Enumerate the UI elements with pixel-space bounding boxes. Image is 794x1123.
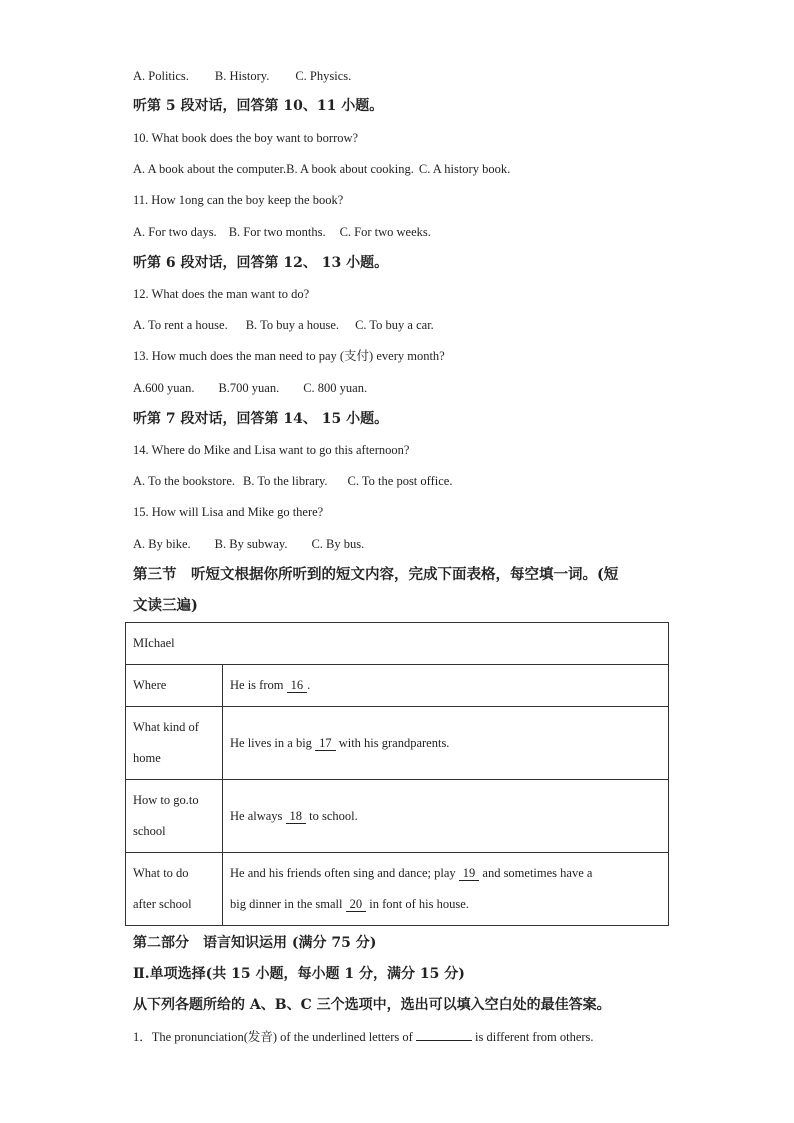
answer-blank[interactable]: 19: [459, 867, 480, 881]
question-14: 14. Where do Mike and Lisa want to go this afternoon?: [133, 443, 410, 457]
q10-options: [133, 161, 510, 177]
section6-heading: 听第 6 段对话，回答第 12、 13 小题。: [133, 255, 389, 271]
q14-option-b: B. To the library.: [243, 474, 328, 488]
row-content: He always 18 to school.: [223, 780, 669, 853]
row-label: Where: [126, 665, 223, 707]
section3-heading-line2: 文读三遍): [133, 597, 198, 614]
q13-option-b: B.700 yuan.: [218, 381, 280, 395]
q10-option-a: A. A book about the computer.: [133, 162, 287, 176]
q12-option-a: A. To rent a house.: [133, 318, 228, 332]
q12-option-b: B. To buy a house.: [245, 318, 340, 332]
q15-option-a: A. By bike.: [133, 537, 191, 551]
question-10: 10. What book does the boy want to borrow?: [133, 131, 359, 145]
q12-options: [133, 317, 434, 333]
q15-option-b: B. By subway.: [214, 537, 288, 551]
part2-question-1: 1．The pronunciation(发音) of the underlined letters of is different from others.: [133, 1030, 594, 1044]
answer-blank[interactable]: 16: [287, 679, 308, 693]
table-row: [126, 665, 669, 707]
q14-options: [133, 473, 452, 489]
table-row: [126, 707, 669, 780]
q10-option-c: C. A history book.: [418, 162, 511, 176]
q9-options: [133, 68, 351, 84]
question-11: 11. How 1ong can the boy keep the book?: [133, 193, 344, 207]
q9-option-a: A. Politics.: [133, 69, 189, 83]
q9-option-b: B. History.: [214, 69, 270, 83]
q13-option-a: A.600 yuan.: [133, 381, 195, 395]
answer-blank[interactable]: 20: [346, 898, 367, 912]
q10-option-b: B. A book about cooking.: [286, 162, 414, 176]
table-row: [126, 780, 669, 853]
question-12: 12. What does the man want to do?: [133, 287, 310, 301]
info-table: [125, 622, 669, 926]
q15-option-c: C. By bus.: [311, 537, 365, 551]
row-content: He and his friends often sing and dance; play 19 and sometimes have a big dinner in the small 20 in font of his house.: [223, 853, 669, 926]
question-15: 15. How will Lisa and Mike go there?: [133, 505, 324, 519]
q13-option-c: C. 800 yuan.: [303, 381, 368, 395]
q11-option-b: B. For two months.: [228, 225, 326, 239]
row-content: He lives in a big 17 with his grandparents.: [223, 707, 669, 780]
part2-instruction: 从下列各题所给的 A、B、C 三个选项中，选出可以填入空白处的最佳答案。: [133, 997, 611, 1013]
table-row: [126, 853, 669, 926]
part2-heading: 第二部分 语言知识运用 (满分 75 分): [133, 935, 377, 951]
answer-blank[interactable]: 18: [286, 810, 307, 824]
q13-options: [133, 380, 367, 396]
section5-heading: 听第 5 段对话，回答第 10、11 小题。: [133, 98, 384, 114]
row-content: He is from 16 .: [223, 665, 669, 707]
section3-heading-line1: 第三节 听短文根据你所听到的短文内容，完成下面表格，每空填一词。(短: [133, 566, 619, 583]
q11-options: [133, 224, 431, 240]
q9-option-c: C. Physics.: [295, 69, 352, 83]
q12-option-c: C. To buy a car.: [355, 318, 434, 332]
question-13: 13. How much does the man need to pay (支付) every month?: [133, 349, 445, 363]
table-title-row: [126, 623, 669, 665]
section7-heading: 听第 7 段对话，回答第 14、 15 小题。: [133, 411, 389, 427]
answer-blank[interactable]: 17: [315, 737, 336, 751]
table-title: MIchael: [126, 623, 669, 665]
part2-subheading: Ⅱ.单项选择(共 15 小题，每小题 1 分，满分 15 分): [133, 966, 465, 982]
q14-option-a: A. To the bookstore.: [133, 474, 236, 488]
q15-options: [133, 536, 364, 552]
row-label: What kind of home: [126, 707, 223, 780]
q14-option-c: C. To the post office.: [347, 474, 453, 488]
q11-option-c: C. For two weeks.: [339, 225, 431, 239]
row-label: What to do after school: [126, 853, 223, 926]
q1-answer-blank[interactable]: [416, 1028, 472, 1041]
q11-option-a: A. For two days.: [133, 225, 217, 239]
row-label: How to go.to school: [126, 780, 223, 853]
